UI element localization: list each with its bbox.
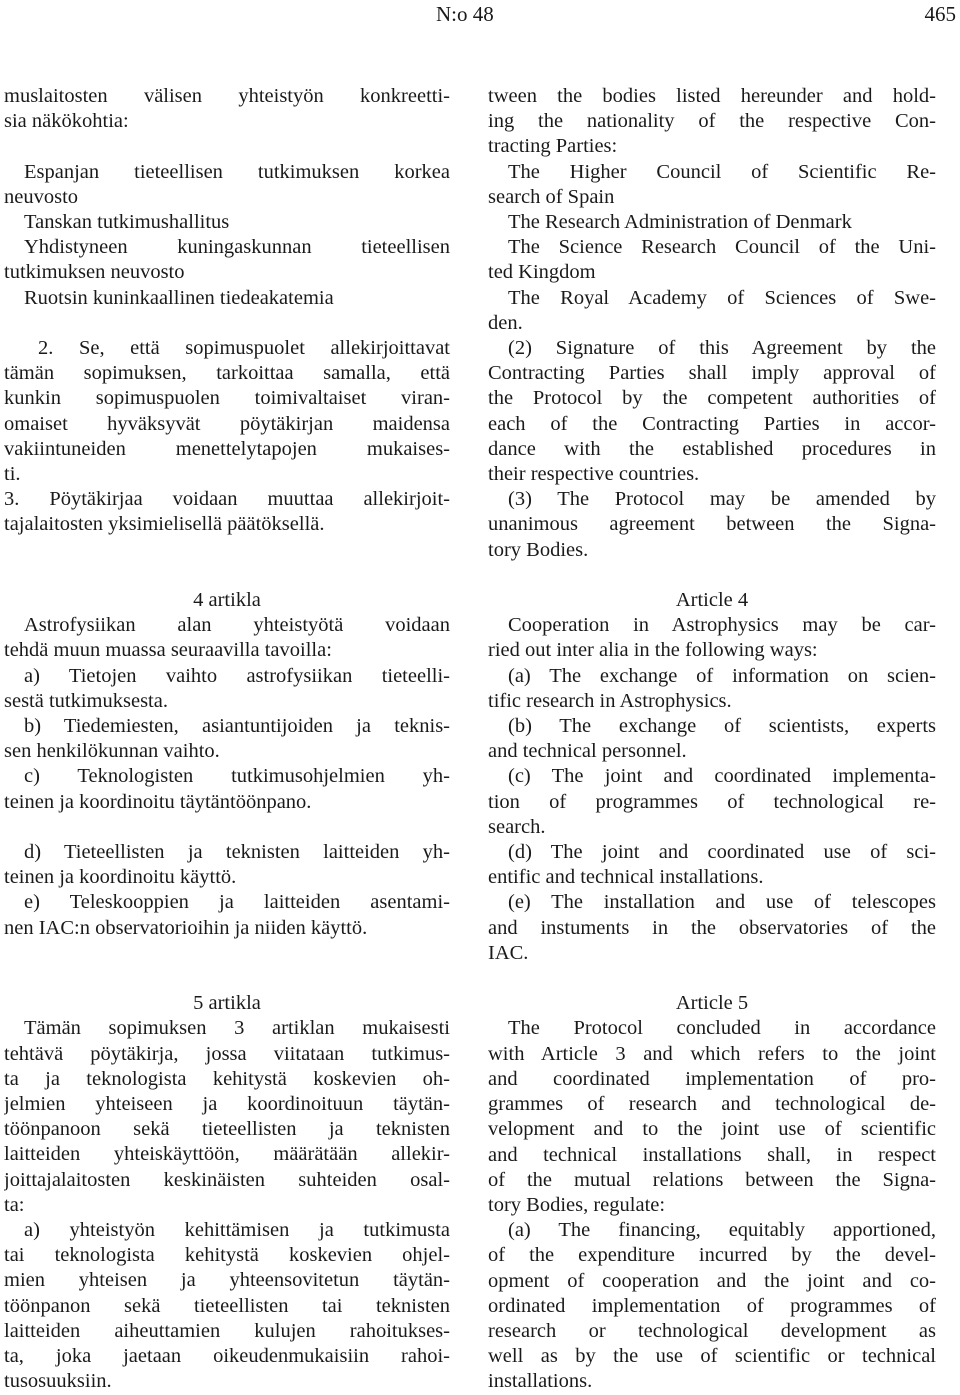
text-line: and instuments in the observatories of the: [488, 916, 936, 939]
text-line: Astrofysiikan alan yhteistyötä voidaan: [24, 614, 450, 637]
text-line: a) yhteistyön kehittämisen ja tutkimusta: [24, 1219, 450, 1242]
fi-article-4-item-b: [4, 714, 450, 764]
text-line: tory Bodies, regulate:: [488, 1193, 666, 1216]
text-line: omaiset hyväksyvät pöytäkirjan maidensa: [4, 412, 450, 435]
text-line: e) Teleskooppien ja laitteiden asentami-: [24, 891, 450, 914]
text-line: a) Tietojen vaihto astrofysiikan tieteelli-: [24, 664, 450, 687]
text-line: The Royal Academy of Sciences of Swe-: [508, 286, 936, 309]
text-line: laitteiden yhteiskäyttöön, määrätään allekir-: [4, 1143, 450, 1166]
text-line: tory Bodies.: [488, 538, 589, 561]
text-line: tämän sopimuksen, tarkoittaa samalla, että: [4, 362, 450, 385]
text-line: (b) The exchange of scientists, experts: [508, 715, 936, 738]
text-line: tracting Parties:: [488, 135, 618, 158]
text-line: Tanskan tutkimushallitus: [24, 211, 230, 233]
text-line: The Protocol concluded in accordance: [508, 1017, 936, 1040]
text-line: tific research in Astrophysics.: [488, 689, 732, 712]
text-line: research or technological development as: [488, 1319, 936, 1342]
text-line: joittajalaitosten keskinäisten suhteiden osal-: [4, 1168, 450, 1191]
text-line: tween the bodies listed hereunder and hold-: [488, 85, 936, 107]
en-article-4-item-d: [488, 840, 936, 890]
text-line: entific and technical installations.: [488, 866, 764, 889]
text-line: ted Kingdom: [488, 261, 596, 284]
text-line: grammes of research and technological de-: [488, 1093, 936, 1116]
en-intro-paragraph: [488, 84, 936, 160]
finnish-column: [4, 84, 450, 1394]
text-line: b) Tiedemiesten, asiantuntijoiden ja teknis-: [24, 715, 450, 738]
text-line: ordinated implementation of programmes of: [488, 1294, 936, 1317]
text-line: and technical personnel.: [488, 740, 687, 763]
text-line: (c) The joint and coordinated implementa-: [508, 765, 936, 788]
issue-number: N:o 48: [436, 2, 494, 26]
fi-paragraph-3: [4, 487, 450, 537]
text-line: tajalaitosten yksimielisellä päätöksellä.: [4, 513, 325, 536]
text-line: and coordinated implementation of pro-: [488, 1067, 936, 1090]
text-line: search.: [488, 815, 546, 838]
text-line: ing the nationality of the respective Con-: [488, 110, 936, 133]
text-line: search of Spain: [488, 185, 615, 208]
text-line: ta:: [4, 1193, 25, 1216]
text-line: (d) The joint and coordinated use of sci-: [508, 841, 936, 864]
fi-article-5-intro: [4, 1016, 450, 1218]
text-line: ta ja teknologista kehitystä koskevien oh-: [4, 1067, 450, 1090]
text-line: tutkimuksen neuvosto: [4, 261, 185, 284]
fi-article-5-item-a: [4, 1218, 450, 1394]
text-line: installations.: [488, 1370, 593, 1393]
text-line: jelmien yhteiseen ja koordinoituun täytän-: [4, 1093, 450, 1116]
text-line: unanimous agreement between the Signa-: [488, 513, 936, 536]
text-line: (a) The exchange of information on scien-: [508, 664, 936, 687]
page-header: [0, 0, 960, 30]
text-line: teinen ja koordinoitu käyttö.: [4, 866, 237, 889]
en-article-4-item-b: [488, 714, 936, 764]
text-line: 3. Pöytäkirjaa voidaan muuttaa allekirjoit-: [4, 488, 450, 511]
text-line: IAC.: [488, 941, 529, 964]
text-line: tion of programmes of technological re-: [488, 790, 936, 813]
text-line: kunkin sopimuspuolen toimivaltaiset viran-: [4, 387, 450, 410]
text-line: tai teknologista kehitystä koskevien ohjel-: [4, 1244, 450, 1267]
text-line: mien yhteisen ja yhteensovitetun täytän-: [4, 1269, 450, 1292]
text-line: opment of cooperation and the joint and co-: [488, 1269, 936, 1292]
text-line: velopment and to the joint use of scientific: [488, 1118, 936, 1141]
en-article-5-intro: [488, 1016, 936, 1218]
text-line: Cooperation in Astrophysics may be car-: [508, 614, 936, 637]
text-line: töönpanoon sekä tieteellisten ja teknisten: [4, 1118, 450, 1141]
text-line: and technical installations shall, in respect: [488, 1143, 936, 1166]
text-line: ti.: [4, 463, 21, 486]
en-bodies-list: [488, 160, 936, 336]
text-line: ried out inter alia in the following ways:: [488, 639, 818, 662]
text-line: (3) The Protocol may be amended by: [508, 488, 936, 511]
text-line: each of the Contracting Parties in accor-: [488, 412, 936, 435]
article-5-title: Article 5: [675, 992, 749, 1015]
en-article-4-item-c: [488, 764, 936, 840]
text-line: Ruotsin kuninkaallinen tiedeakatemia: [24, 286, 334, 309]
fi-article-4-item-c: [4, 764, 450, 814]
text-line: with Article 3 and which refers to the joint: [488, 1042, 936, 1065]
text-line: of the expenditure incurred by the devel-: [488, 1244, 936, 1267]
en-paragraph-3: [488, 487, 936, 563]
text-line: neuvosto: [4, 185, 79, 208]
text-line: sen henkilökunnan vaihto.: [4, 740, 220, 763]
text-line: tusosuuksiin.: [4, 1370, 112, 1393]
fi-article-4-intro: [4, 613, 450, 663]
text-line: The Research Administration of Denmark: [508, 211, 852, 234]
text-line: of the mutual relations between the Signa-: [488, 1168, 936, 1191]
text-line: teinen ja koordinoitu täytäntöönpano.: [4, 790, 312, 813]
fi-article-4-item-e: [4, 890, 450, 940]
text-line: tehtävä pöytäkirja, jossa viitataan tutkimus-: [4, 1042, 450, 1065]
text-line: den.: [488, 311, 523, 334]
text-line: their respective countries.: [488, 463, 700, 486]
article-4-title: Article 4: [675, 589, 749, 612]
text-line: ta, joka jaetaan oikeudenmukaisiin rahoi-: [4, 1345, 450, 1368]
text-line: well as by the use of scientific or technical: [488, 1345, 936, 1368]
page-number: 465: [924, 2, 956, 26]
text-line: Tämän sopimuksen 3 artiklan mukaisesti: [24, 1017, 450, 1040]
text-line: vakiintuneiden menettelytapojen mukaises-: [4, 437, 450, 460]
en-article-4-item-e: [488, 890, 936, 966]
text-line: töönpanon sekä tieteellisten tai teknisten: [4, 1294, 450, 1317]
text-line: (a) The financing, equitably apportioned,: [508, 1219, 936, 1242]
text-line: 2. Se, että sopimuspuolet allekirjoittavat: [38, 337, 450, 359]
text-line: Contracting Parties shall imply approval of: [488, 362, 936, 385]
text-line: c) Teknologisten tutkimusohjelmien yh-: [24, 765, 450, 788]
english-column: [488, 84, 936, 1395]
article-4-title: 4 artikla: [193, 589, 261, 611]
fi-intro-paragraph: [4, 84, 450, 134]
en-paragraph-2: [488, 336, 936, 487]
text-line: the Protocol by the competent authorities of: [488, 387, 936, 410]
text-line: Espanjan tieteellisen tutkimuksen korkea: [24, 160, 450, 183]
text-line: tehdä muun muassa seuraavilla tavoilla:: [4, 639, 332, 662]
text-line: laitteiden aiheuttamien kulujen rahoitukses-: [4, 1319, 450, 1342]
text-line: The Science Research Council of the Uni-: [508, 236, 936, 259]
fi-article-4-item-d: [4, 840, 450, 890]
text-line: sia näkökohtia:: [4, 110, 129, 133]
article-5-title: 5 artikla: [193, 992, 261, 1015]
text-line: sestä tutkimuksesta.: [4, 689, 168, 712]
en-article-4-intro: [488, 613, 936, 663]
text-line: nen IAC:n observatorioihin ja niiden käyttö.: [4, 916, 368, 939]
text-line: d) Tieteellisten ja teknisten laitteiden yh-: [24, 841, 450, 864]
fi-bodies-list: [4, 160, 450, 311]
en-article-4-item-a: [488, 664, 936, 714]
en-article-5-item-a: [488, 1218, 936, 1394]
text-line: (2) Signature of this Agreement by the: [508, 337, 936, 360]
text-line: Yhdistyneen kuningaskunnan tieteellisen: [24, 236, 450, 259]
text-line: dance with the established procedures in: [488, 437, 936, 460]
text-line: (e) The installation and use of telescopes: [508, 891, 936, 914]
fi-article-4-item-a: [4, 664, 450, 714]
fi-paragraph-2: [4, 336, 450, 487]
text-line: The Higher Council of Scientific Re-: [508, 160, 936, 183]
text-line: muslaitosten välisen yhteistyön konkreetti-: [4, 85, 450, 107]
